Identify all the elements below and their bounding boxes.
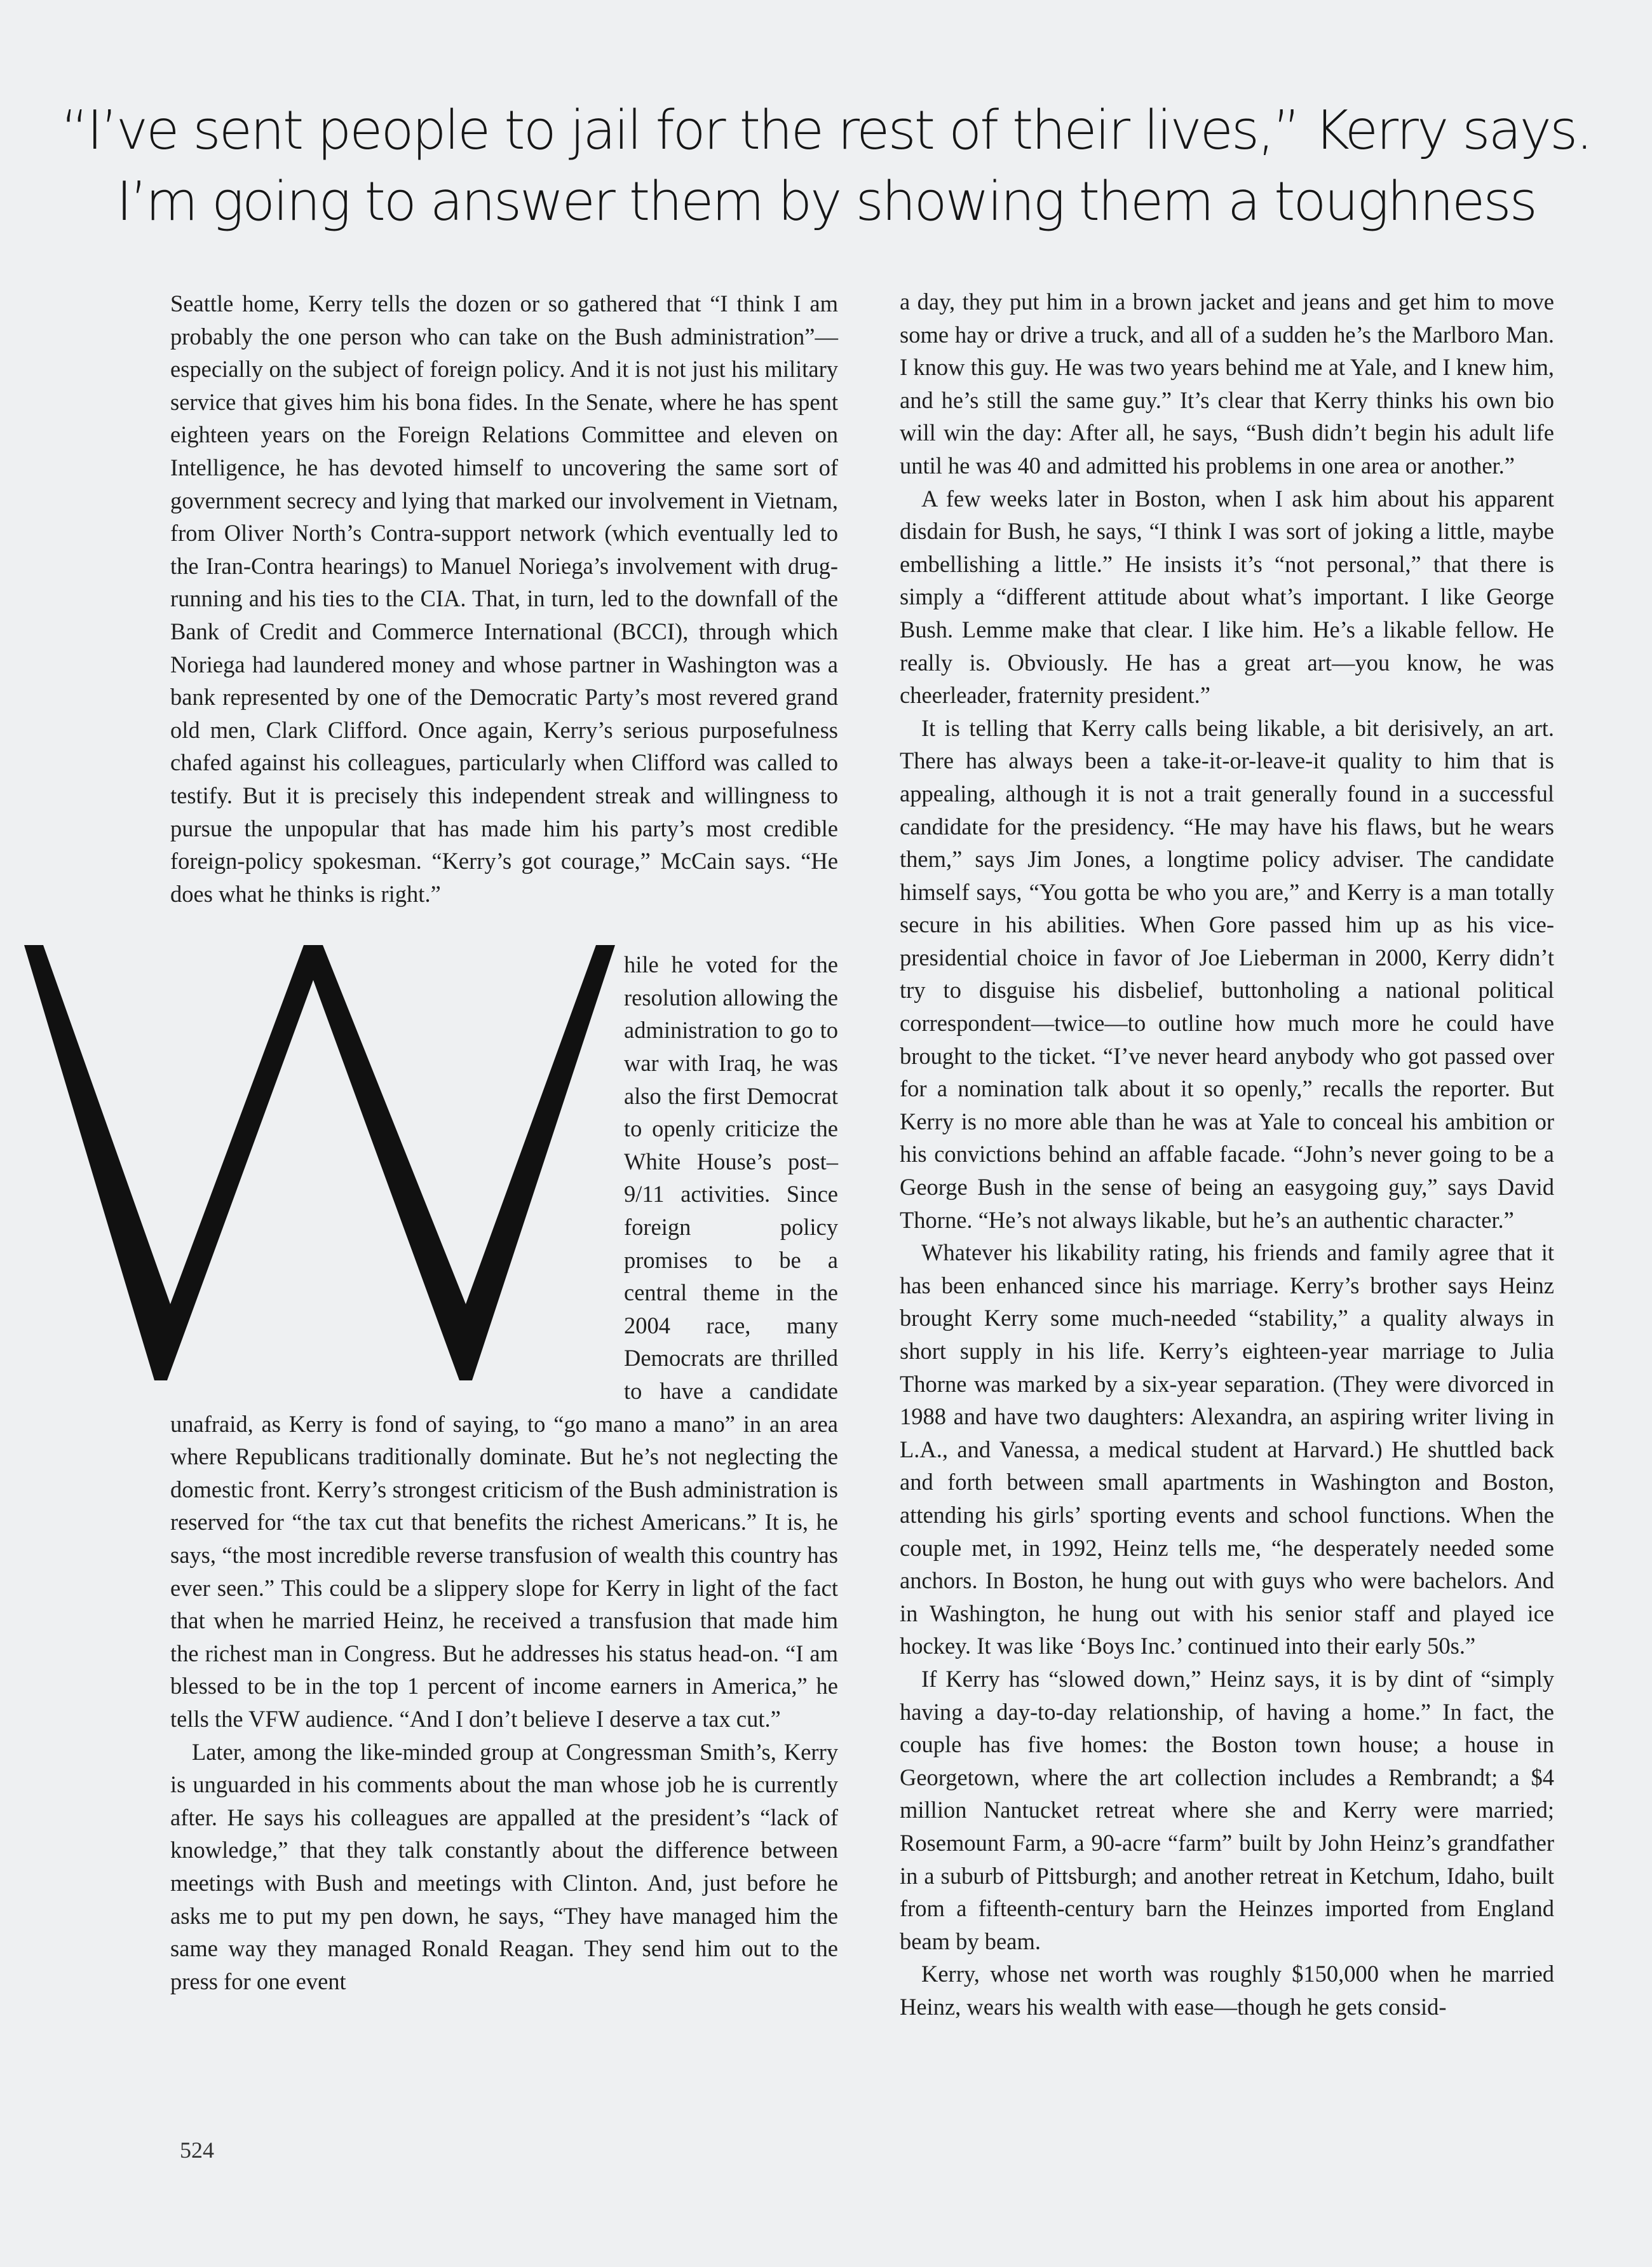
drop-cap-w-glyph xyxy=(24,942,615,1387)
left-paragraph-1: Seattle home, Kerry tells the dozen or so gathered that “I think I am probably the one person who can take on the Bush administration”—especially on the subject of foreign policy. And it is not just his military service that gives him his bona fides. In the Senate, where he has spent eighteen years on the Foreign Relations Committee and eleven on Intelligence, he has devoted himself to uncovering the same sort of government secrecy and lying that marked our involvement in Vietnam, from Oliver North’s Contra-support network (which eventually led to the Iran-Contra hearings) to Manuel Noriega’s involvement with drug-running and his ties to the CIA. That, in turn, led to the downfall of the Bank of Credit and Commerce International (BCCI), through which Noriega had laundered money and whose partner in Washington was a bank represented by one of the Democratic Party’s most revered grand old men, Clark Clifford. Once again, Kerry’s serious purposefulness chafed against his colleagues, particularly when Clifford was called to testify. But it is precisely this independent streak and willingness to pursue the unpopular that has made him his party’s most credible foreign-policy spokesman. “Kerry’s got courage,” McCain says. “He does what he thinks is right.” xyxy=(170,290,838,907)
left-paragraph-2: hile he voted for the resolution allowing the administration to go to war with Iraq, he was also the first Democrat to openly criticize the White House’s post–9/11 activities. Since foreign policy promises to be a central theme in the 2004 race, many Democrats are thrilled to have a candidate unafraid, as Kerry is fond of saying, to “go mano a mano” in an area where Republicans traditionally dominate. But he’s not neglecting the domestic front. Kerry’s strongest criticism of the Bush administration is reserved for “the tax cut that benefits the richest Americans.” It is, he says, “the most incredible reverse transfusion of wealth this country has ever seen.” This could be a slippery slope for Kerry in light of the fact that when he married Heinz, he received a transfusion that made him the richest man in Congress. But he addresses his status head-on. “I am blessed to be in the top 1 percent of income earners in America,” he tells the VFW audience. “And I don’t believe I deserve a tax cut.” xyxy=(170,951,838,1732)
drop-cap xyxy=(170,948,615,1399)
right-paragraph-3: It is telling that Kerry calls being likable, a bit derisively, an art. There has always been a take-it-or-leave-it quality to him that is appealing, although it is not a trait generally found in a successful candidate for the presidency. “He may have his flaws, but he wears them,” says Jim Jones, a longtime policy adviser. The candidate himself says, “You gotta be who you are,” and Kerry is a man totally secure in his abilities. When Gore passed him up as his vice-presidential choice in favor of Joe Lieberman in 2000, Kerry didn’t try to disguise his disbelief, buttonholing a national political correspondent—twice—to outline how much more he could have brought to the ticket. “I’ve never heard anybody who got passed over for a nomination talk about it so openly,” recalls the reporter. But Kerry is no more able than he was at Yale to conceal his ambition or his convictions behind an affable facade. “John’s never going to be a George Bush in the sense of being an easygoing guy,” says David Thorne. “He’s not always likable, but he’s an authentic character.” xyxy=(900,714,1554,1233)
right-paragraph-5: If Kerry has “slowed down,” Heinz says, it is by dint of “simply having a day-to-day relationship, of having a home.” In fact, the couple has five homes: the Boston town house; a house in Georgetown, where the art collection includes a Rembrandt; a $4 million Nantucket retreat where she and Kerry were married; Rosemount Farm, a 90-acre “farm” built by John Heinz’s grandfather in a suburb of Pittsburgh; and another retreat in Ketchum, Idaho, built from a fifteenth-century barn the Heinzes imported from England beam by beam. xyxy=(900,1665,1554,1954)
right-paragraph-6: Kerry, whose net worth was roughly $150,000 when he married Heinz, wears his wealth with ease—though he gets consid- xyxy=(900,1961,1554,2020)
page-number: 524 xyxy=(180,2137,214,2163)
right-paragraph-4: Whatever his likability rating, his friends and family agree that it has been enhanced since his marriage. Kerry’s brother says Heinz brought Kerry some much-needed “stability,” a quality always in short supply in his life. Kerry’s eighteen-year marriage to Julia Thorne was marked by a six-year separation. (They were divorced in 1988 and have two daughters: Alexandra, an aspiring writer living in L.A., and Vanessa, a medical student at Harvard.) He shuttled back and forth between small apartments in Washington and Boston, attending his girls’ sporting events and school functions. When the couple met, in 1992, Heinz tells me, “he desperately needed some anchors. In Boston, he hung out with guys who were bachelors. And in Washington, he hung out with his senior staff and played ice hockey. It was like ‘Boys Inc.’ continued into their early 50s.” xyxy=(900,1239,1554,1659)
left-column xyxy=(170,287,838,1998)
right-column xyxy=(900,285,1554,2023)
pull-quote xyxy=(25,95,1627,238)
right-paragraph-2: A few weeks later in Boston, when I ask him about his apparent disdain for Bush, he says, “I think I was sort of joking a little, maybe embellishing a little.” He insists it’s “not personal,” that there is simply a “different attitude about what’s important. I like George Bush. Lemme make that clear. I like him. He’s a likable fellow. He really is. Obviously. He has a great art—you know, he was cheerleader, fraternity president.” xyxy=(900,485,1554,709)
pull-quote-line-1: “I’ve sent people to jail for the rest of their lives,” Kerry says. xyxy=(60,99,1592,162)
drop-cap-w-shape xyxy=(24,945,615,1380)
left-paragraph-3: Later, among the like-minded group at Congressman Smith’s, Kerry is unguarded in his comments about the man whose job he is currently after. He says his colleagues are appalled at the president’s “lack of knowledge,” that they talk constantly about the difference between meetings with Bush and meetings with Clinton. And, just before he asks me to put my pen down, he says, “They have managed him the same way they managed Ronald Reagan. They send him out to the press for one event xyxy=(170,1738,838,1994)
right-paragraph-1: a day, they put him in a brown jacket and jeans and get him to move some hay or drive a truck, and all of a sudden he’s the Marlboro Man. I know this guy. He was two years behind me at Yale, and I knew him, and he’s still the same guy.” It’s clear that Kerry thinks his own bio will win the day: After all, he says, “Bush didn’t begin his adult life until he was 40 and admitted his problems in one area or another.” xyxy=(900,289,1554,479)
pull-quote-line-2: I’m going to answer them by showing them a toughness xyxy=(116,170,1536,233)
drop-cap-section xyxy=(170,948,838,1735)
